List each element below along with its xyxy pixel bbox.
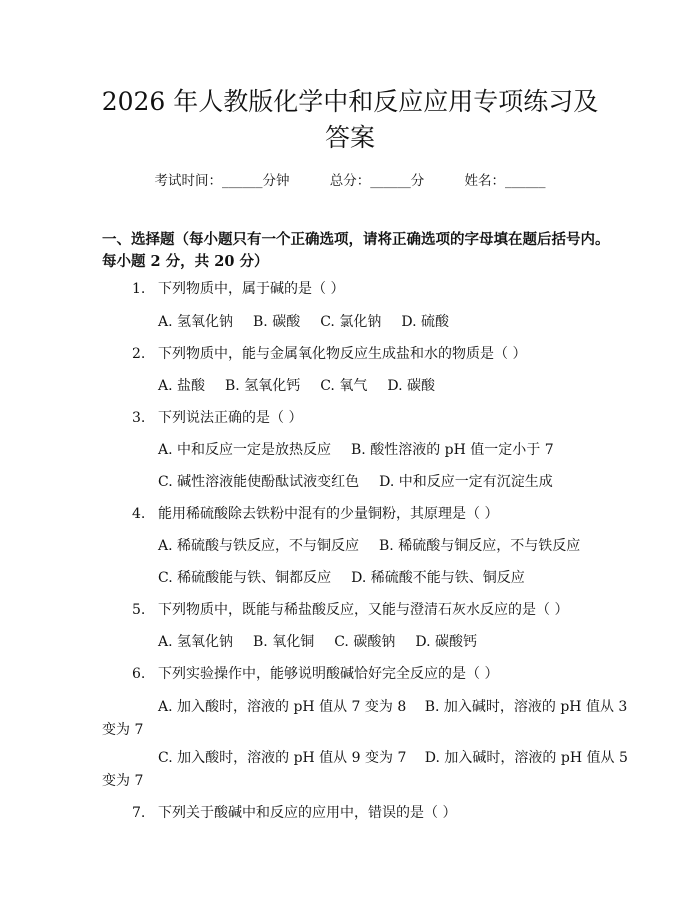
question-number: 3. bbox=[132, 410, 146, 426]
option-b: B. 酸性溶液的 pH 值一定小于 7 bbox=[351, 442, 554, 458]
exam-meta bbox=[0, 169, 700, 189]
option-c: C. 碳酸钠 bbox=[334, 634, 396, 650]
section-heading-cont: 每小题 2 分，共 20 分） bbox=[102, 253, 269, 270]
section-heading: 一、选择题（每小题只有一个正确选项，请将正确选项的字母填在题后括号内。 bbox=[102, 231, 610, 248]
option-d: D. 碳酸 bbox=[387, 378, 435, 394]
question-2 bbox=[132, 344, 526, 364]
question-text: 下列物质中，属于碱的是（ ） bbox=[158, 281, 345, 297]
question-1-options bbox=[158, 312, 469, 332]
question-text: 下列说法正确的是（ ） bbox=[158, 410, 303, 426]
question-3-options-row2 bbox=[158, 472, 573, 492]
question-6-options-line2: 变为 7 bbox=[102, 722, 144, 738]
option-d: D. 中和反应一定有沉淀生成 bbox=[379, 474, 553, 490]
question-text: 下列关于酸碱中和反应的应用中，错误的是（ ） bbox=[158, 805, 457, 821]
option-c: C. 氯化钠 bbox=[320, 314, 382, 330]
question-number: 1. bbox=[132, 281, 146, 297]
question-3-options-row1 bbox=[158, 440, 574, 460]
question-4 bbox=[132, 504, 498, 524]
student-name-field: 姓名：______ bbox=[464, 173, 546, 189]
question-5 bbox=[132, 600, 568, 620]
question-number: 6. bbox=[132, 666, 146, 682]
total-score-field: 总分：______分 bbox=[329, 173, 425, 189]
option-b: B. 碳酸 bbox=[253, 314, 301, 330]
document-title-line2: 答案 bbox=[324, 123, 375, 152]
question-6-options-line1: A. 加入酸时，溶液的 pH 值从 7 变为 8 B. 加入碱时，溶液的 pH 值从 3 bbox=[158, 699, 628, 715]
question-number: 4. bbox=[132, 506, 146, 522]
option-b: B. 氢氧化钙 bbox=[225, 378, 301, 394]
question-4-options-row2 bbox=[158, 568, 545, 588]
option-d: D. 硫酸 bbox=[401, 314, 449, 330]
question-6-options-line4: 变为 7 bbox=[102, 773, 144, 789]
question-6 bbox=[132, 664, 498, 684]
question-number: 2. bbox=[132, 346, 146, 362]
question-1 bbox=[132, 279, 344, 299]
document-title-line1: 2026 年人教版化学中和反应应用专项练习及 bbox=[101, 87, 599, 116]
option-a: A. 盐酸 bbox=[158, 378, 206, 394]
question-number: 5. bbox=[132, 602, 146, 618]
option-c: C. 氧气 bbox=[320, 378, 368, 394]
question-text: 能用稀硫酸除去铁粉中混有的少量铜粉，其原理是（ ） bbox=[158, 506, 499, 522]
exam-time-field: 考试时间：______分钟 bbox=[154, 173, 290, 189]
option-a: A. 氢氧化钠 bbox=[158, 314, 234, 330]
option-c: C. 稀硫酸能与铁、铜都反应 bbox=[158, 570, 332, 586]
question-5-options bbox=[158, 632, 497, 652]
question-3 bbox=[132, 408, 302, 428]
option-b: B. 稀硫酸与铜反应，不与铁反应 bbox=[379, 538, 581, 554]
question-7 bbox=[132, 803, 456, 823]
option-a: A. 稀硫酸与铁反应，不与铜反应 bbox=[158, 538, 360, 554]
option-d: D. 稀硫酸不能与铁、铜反应 bbox=[351, 570, 525, 586]
option-c: C. 碱性溶液能使酚酞试液变红色 bbox=[158, 474, 360, 490]
option-b: B. 氧化铜 bbox=[253, 634, 315, 650]
question-6-options-line3: C. 加入酸时，溶液的 pH 值从 9 变为 7 D. 加入碱时，溶液的 pH 值从 5 bbox=[158, 750, 628, 766]
option-d: D. 碳酸钙 bbox=[415, 634, 477, 650]
question-text: 下列物质中，既能与稀盐酸反应，又能与澄清石灰水反应的是（ ） bbox=[158, 602, 569, 618]
question-text: 下列实验操作中，能够说明酸碱恰好完全反应的是（ ） bbox=[158, 666, 499, 682]
question-4-options-row1 bbox=[158, 536, 600, 556]
question-2-options bbox=[158, 376, 455, 396]
option-a: A. 氢氧化钠 bbox=[158, 634, 234, 650]
question-text: 下列物质中，能与金属氧化物反应生成盐和水的物质是（ ） bbox=[158, 346, 527, 362]
question-number: 7. bbox=[132, 805, 146, 821]
option-a: A. 中和反应一定是放热反应 bbox=[158, 442, 332, 458]
